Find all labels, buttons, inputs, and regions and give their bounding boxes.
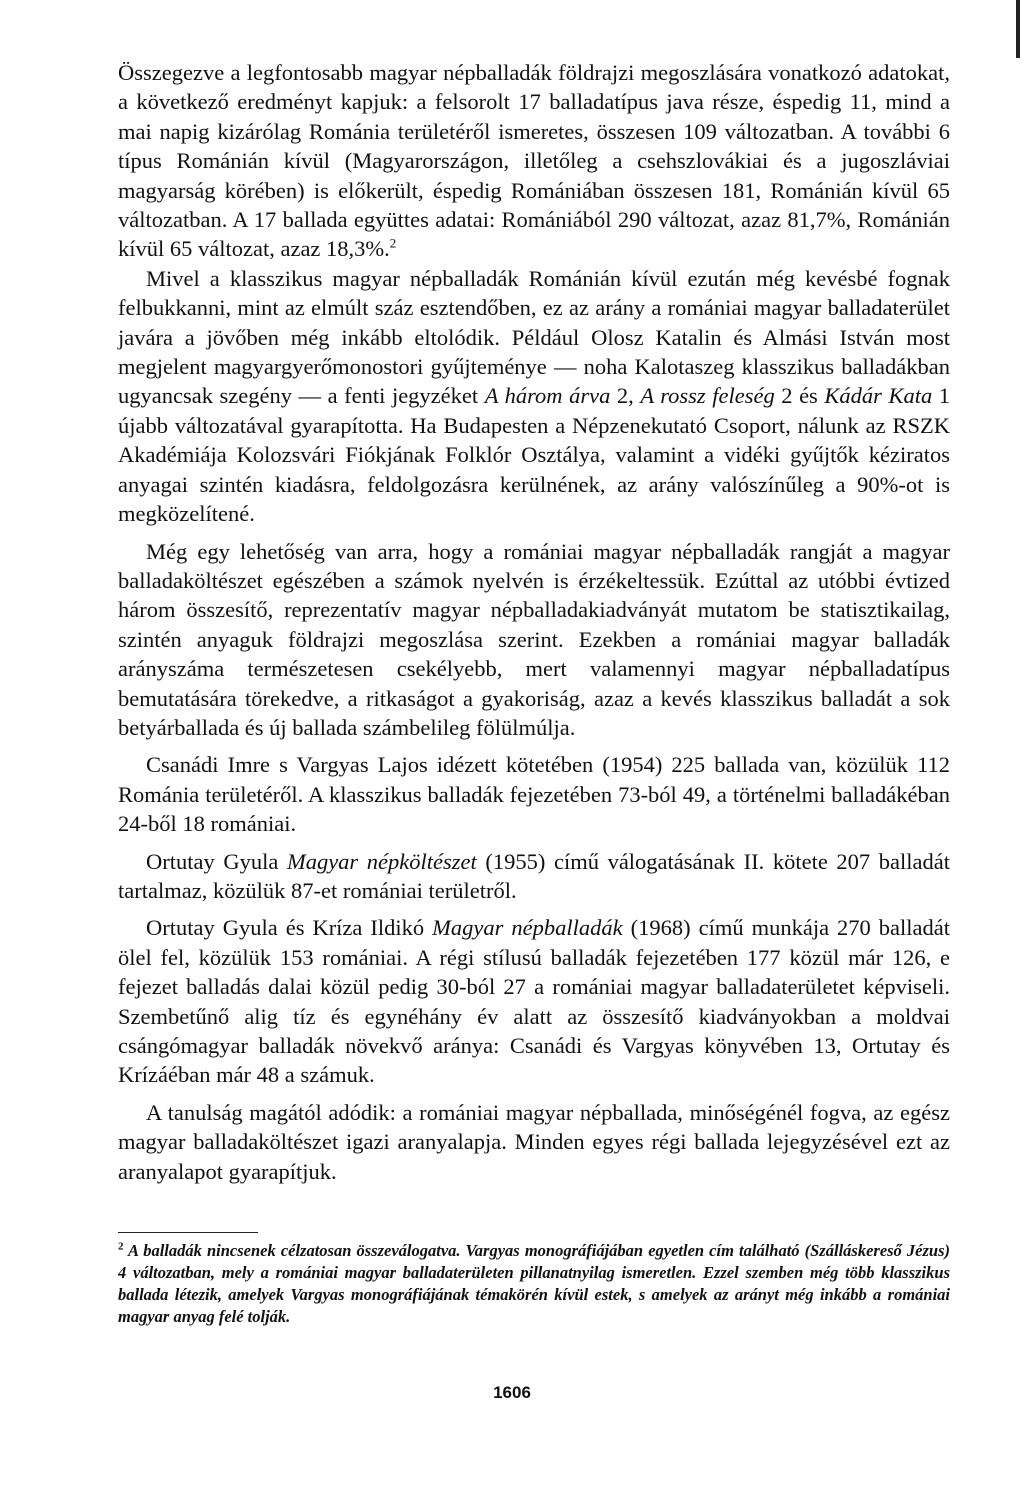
footnote-reference: 2 xyxy=(389,235,397,251)
title-citation: A rossz feleség xyxy=(640,383,775,409)
paragraph-text: 2 és xyxy=(774,383,825,409)
paragraph xyxy=(118,264,950,529)
paragraph-text: Ortutay Gyula és Kríza Ildikó xyxy=(146,915,433,941)
footnote-number: 2 xyxy=(118,1240,124,1253)
page-number: 1606 xyxy=(493,1383,531,1402)
paragraph-gap xyxy=(118,839,950,847)
body-text xyxy=(118,58,950,1186)
footnote xyxy=(118,1240,950,1328)
paragraph-gap xyxy=(118,529,950,537)
paragraph xyxy=(118,847,950,906)
paragraph xyxy=(118,750,950,838)
scan-edge-mark xyxy=(1016,0,1020,58)
paragraph-text: Csanádi Imre s Vargyas Lajos idézett kötetében (1954) 225 ballada van, közülük 112 Románia területéről. A klasszikus balladák fejezetében 73-ból 49, a történelmi balladákéban 24-ből 18 romániai. xyxy=(118,752,950,837)
paragraph-text: Összegezve a legfontosabb magyar népballadák földrajzi megoszlására vonatkozó adatokat, a következő eredményt kapjuk: a felsorolt 17 balladatípus java része, éspedig 11, mind a mai napig kizárólag Románia területéről ismeretes, összesen 109 változatban. A további 6 típus Románián kívül (Magyarországon, illetőleg a csehszlovákiai és a jugoszláviai magyarság körében) is előkerült, éspedig Romániában összesen 181, Románián kívül 65 változatban. A 17 ballada együttes adatai: Romániából 290 változat, azaz 81,7%, Románián kívül 65 változat, azaz 18,3%. xyxy=(118,60,950,262)
footnote-text: A balladák nincsenek célzatosan összeválogatva. Vargyas monográfiájában egyetlen cím található (Szálláskereső Jézus) 4 változatban, mely a romániai magyar balladaterületen pillanatnyilag ismeretlen. Ezzel szemben még több klasszikus ballada létezik, amelyek Vargyas monográfiájának témakörén kívül estek, s amelyek az arányt még inkább a romániai magyar anyag felé tolják. xyxy=(118,1241,950,1326)
paragraph-gap xyxy=(118,742,950,750)
title-citation: Kádár Kata xyxy=(824,383,933,409)
title-citation: Magyar népballadák xyxy=(432,915,623,941)
paragraph xyxy=(118,1098,950,1186)
paragraph xyxy=(118,58,950,264)
paragraph-text: (1955) című válogatásának II. kötete 207 balladát tartalmaz, közülük 87-et romániai területről. xyxy=(118,848,951,903)
paragraph-text: Még egy lehetőség van arra, hogy a romániai magyar népballadák rangját a magyar balladaköltészet egészében a számok nyelvén is érzékeltessük. Ezúttal az utóbbi évtized három összesítő, reprezentatív magyar népballadakiadványát mutatom be statisztikailag, szintén anyaguk földrajzi megoszlása szerint. Ezekben a romániai magyar balladák arányszáma természetesen csekélyebb, mert valamennyi magyar népballadatípus bemutatására törekedve, a ritkaságot a gyakoriság, azaz a kevés klasszikus balladát a sok betyárballada és új ballada számbelileg fölülmúlja. xyxy=(118,538,950,740)
paragraph-text: 2, xyxy=(610,383,641,409)
paragraph-text: A tanulság magától adódik: a romániai magyar népballada, minőségénél fogva, az egész magyar balladaköltészet igazi aranyalapja. Minden egyes régi ballada lejegyzésével ezt az aranyalapot gyarapítjuk. xyxy=(118,1099,950,1184)
title-citation: A három árva xyxy=(484,383,611,409)
title-citation: Magyar népköltészet xyxy=(286,848,477,874)
paragraph-text: 1 újabb változatával gyarapította. Ha Budapesten a Népzenekutató Csoport, nálunk az RSZK Akadémiája Kolozsvári Fiókjának Folklór Osztálya, valamint a vidéki gyűjtők kéziratos anyagai szintén kiadásra, feldolgozásra kerülnének, az arány valószínűleg a 90%-ot is megközelítené. xyxy=(118,383,951,527)
paragraph-text: Mivel a klasszikus magyar népballadák Románián kívül ezután még kevésbé fognak felbukkanni, mint az elmúlt száz esztendőben, ez az arány a romániai magyar balladaterület javára a jövőben még inkább eltolódik. Például Olosz Katalin és Almási István most megjelent magyargyerőmonostori gyűjteménye — noha Kalotaszeg klasszikus balladákban ugyancsak szegény — a fenti jegyzéket xyxy=(118,265,950,409)
paragraph-gap xyxy=(118,905,950,913)
paragraph-gap xyxy=(118,1090,950,1098)
paragraph-text: (1968) című munkája 270 balladát ölel fel, közülük 153 romániai. A régi stílusú balladák fejezetében 177 közül már 126, e fejezet balladás dalai közül pedig 30-ból 27 a romániai magyar balladaterületet képviseli. Szembetűnő alig tíz és egynéhány év alatt az összesítő kiadványokban a moldvai csángómagyar balladák növekvő aránya: Csanádi és Vargyas könyvében 13, Ortutay és Krízáéban már 48 a számuk. xyxy=(118,915,951,1088)
paragraph xyxy=(118,913,950,1089)
paragraph-text: Ortutay Gyula xyxy=(146,848,287,874)
paragraph xyxy=(118,537,950,743)
footnote-divider xyxy=(118,1232,258,1233)
